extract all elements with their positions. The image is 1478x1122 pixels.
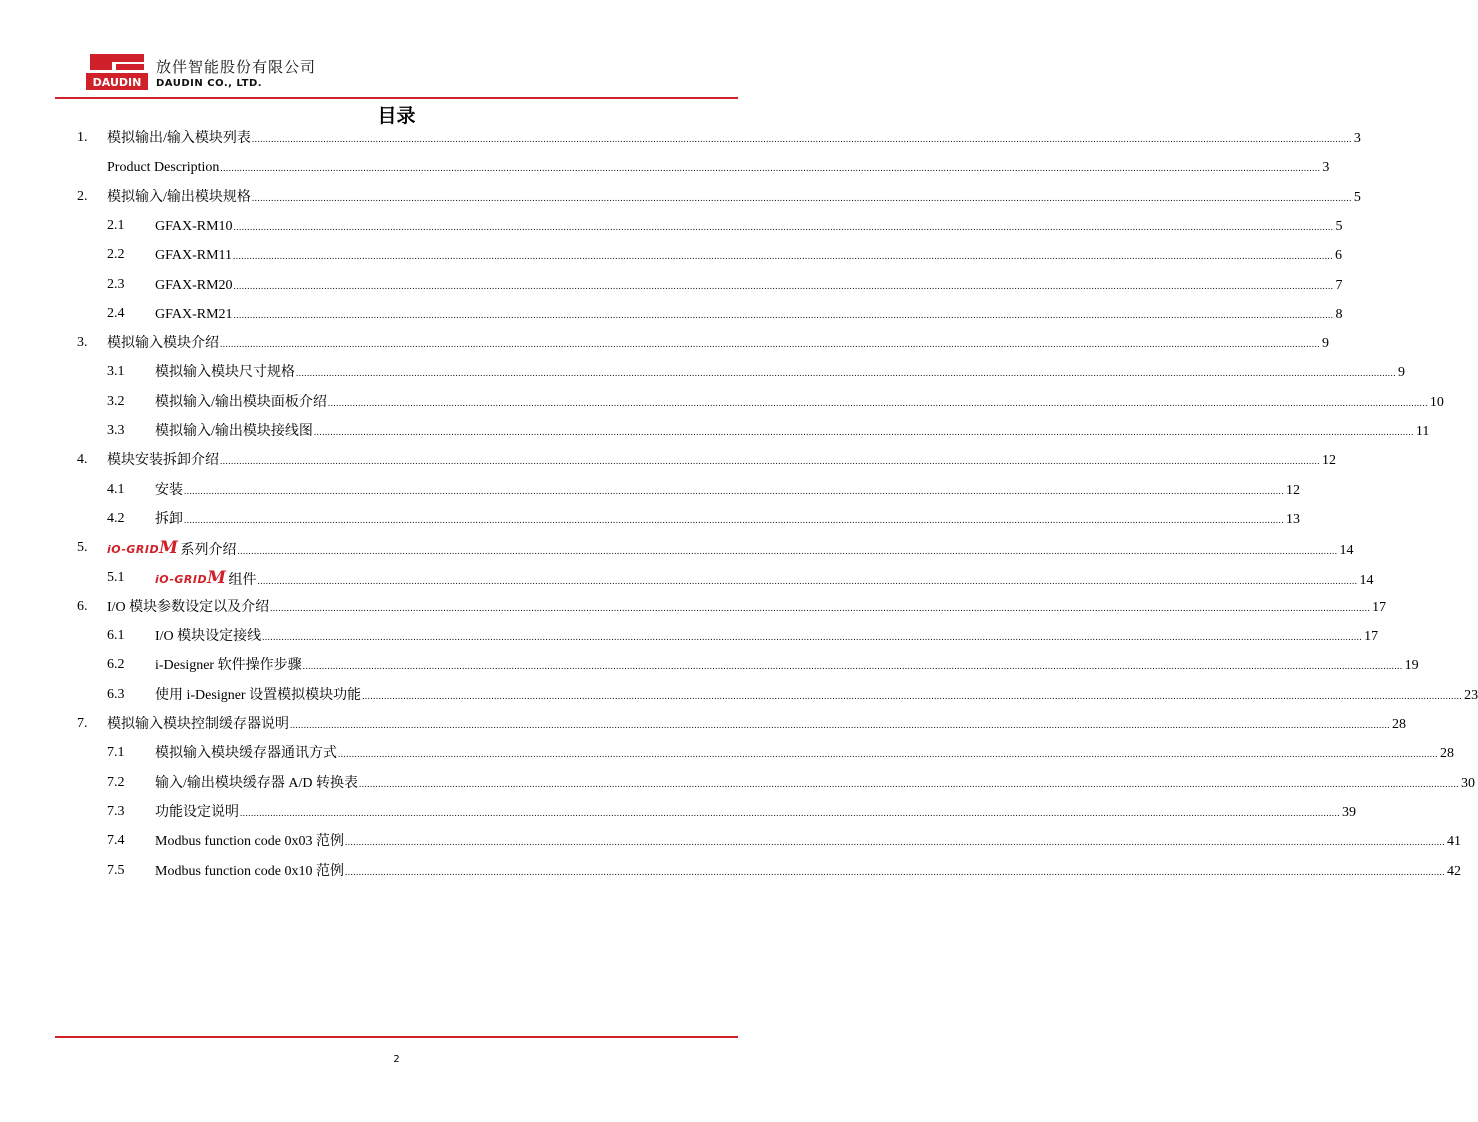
toc-entry-number: 2.1: [107, 217, 125, 233]
toc-entry-text: 模拟输入模块控制缓存器说明: [107, 717, 289, 732]
toc-leader-dots: ................................................................................................................................................................................................................................................................................................................................................................................................................: [184, 485, 1284, 496]
brand-text: iO-GRID: [155, 572, 208, 586]
toc-entry[interactable]: [0, 450, 1336, 470]
toc-entry[interactable]: [0, 831, 1461, 851]
toc-leader-dots: ................................................................................................................................................................................................................................................................................................................................................................................................................: [262, 632, 1363, 643]
toc-entry-label: [155, 510, 184, 530]
toc-entry[interactable]: [0, 685, 1478, 705]
company-name-cn: 放伴智能股份有限公司: [156, 58, 317, 76]
toc-entry-number: 2.: [77, 188, 88, 204]
toc-entry-page: 7: [1335, 277, 1343, 293]
toc-entry-page: 28: [1440, 746, 1454, 762]
toc-entry-text: 使用 i-Designer 设置模拟模块功能: [155, 687, 362, 703]
toc-entry-number: 6.2: [107, 657, 125, 673]
toc-leader-dots: ................................................................................................................................................................................................................................................................................................................................................................................................................: [184, 514, 1284, 525]
toc-entry-text: Product Description: [107, 160, 220, 176]
toc-entry[interactable]: [0, 567, 1374, 588]
toc-entry-label: [155, 568, 257, 591]
page-number: 2: [393, 1054, 400, 1065]
toc-entry-number: 6.: [77, 598, 88, 614]
toc-entry-text: 模拟输入/输出模块面板介绍: [155, 394, 327, 410]
toc-entry-text: 安装: [155, 482, 183, 498]
header-divider: [55, 97, 738, 99]
toc-entry-text: 模块安装拆卸介绍: [107, 453, 219, 469]
toc-entry-text: 模拟输入模块介绍: [107, 336, 219, 352]
toc-entry-label: [155, 393, 328, 413]
toc-entry[interactable]: [0, 304, 1343, 324]
toc-entry-number: 7.5: [107, 862, 125, 878]
toc-entry-label: [155, 481, 184, 501]
toc-entry[interactable]: [0, 509, 1300, 529]
toc-entry[interactable]: [0, 187, 1361, 207]
toc-entry-number: 7.: [77, 716, 88, 731]
toc-entry-number: 4.1: [107, 481, 125, 497]
toc-entry-number: 6.1: [107, 628, 125, 644]
toc-leader-dots: ................................................................................................................................................................................................................................................................................................................................................................................................................: [359, 778, 1459, 789]
toc-leader-dots: ................................................................................................................................................................................................................................................................................................................................................................................................................: [233, 251, 1334, 262]
toc-title: 目录: [377, 105, 416, 127]
toc-entry-label: [155, 363, 296, 383]
brand-m: M: [159, 538, 179, 559]
toc-entry-page: 17: [1372, 599, 1387, 615]
toc-entry-number: 3.2: [107, 393, 125, 409]
toc-entry[interactable]: [0, 421, 1430, 441]
toc-entry-text: 组件: [228, 572, 257, 588]
toc-entry-label: [107, 158, 220, 178]
toc-leader-dots: ................................................................................................................................................................................................................................................................................................................................................................................................................: [220, 456, 1320, 467]
brand-text: iO-GRID: [107, 543, 160, 557]
toc-entry[interactable]: [0, 157, 1330, 177]
toc-leader-dots: ................................................................................................................................................................................................................................................................................................................................................................................................................: [344, 866, 1445, 877]
toc-entry-page: 39: [1342, 804, 1356, 820]
toc-entry-page: 5: [1353, 189, 1361, 205]
toc-entry-label: [155, 774, 359, 794]
io-grid-m-brand-logo: [107, 538, 178, 560]
toc-entry[interactable]: [0, 626, 1379, 646]
toc-entry-page: 12: [1322, 453, 1336, 469]
toc-entry-page: 3: [1353, 131, 1361, 146]
toc-leader-dots: ................................................................................................................................................................................................................................................................................................................................................................................................................: [270, 602, 1371, 613]
toc-leader-dots: ................................................................................................................................................................................................................................................................................................................................................................................................................: [240, 807, 1340, 818]
toc-entry-number: 2.2: [107, 247, 125, 263]
toc-entry[interactable]: [0, 333, 1329, 353]
toc-entry-number: 3.1: [107, 364, 125, 380]
toc-leader-dots: ................................................................................................................................................................................................................................................................................................................................................................................................................: [237, 546, 1338, 557]
toc-entry-text: Modbus function code 0x10 范例: [155, 863, 344, 879]
toc-entry-number: 5.1: [107, 569, 125, 585]
toc-leader-dots: ................................................................................................................................................................................................................................................................................................................................................................................................................: [257, 575, 1358, 586]
toc-leader-dots: ................................................................................................................................................................................................................................................................................................................................................................................................................: [251, 192, 1352, 203]
toc-entry-text: 模拟输入模块尺寸规格: [155, 365, 295, 381]
toc-entry-number: 7.2: [107, 774, 125, 790]
toc-entry[interactable]: [0, 743, 1454, 763]
toc-entry-label: [155, 832, 345, 852]
toc-entry-text: 功能设定说明: [155, 804, 239, 820]
toc-leader-dots: ................................................................................................................................................................................................................................................................................................................................................................................................................: [296, 368, 1396, 379]
toc-entry-text: 模拟输入/输出模块接线图: [155, 424, 313, 439]
toc-entry-label: [107, 451, 220, 471]
toc-entry[interactable]: [0, 216, 1343, 236]
toc-entry-label: [155, 422, 314, 442]
io-grid-m-brand-logo: [155, 568, 226, 590]
toc-leader-dots: ................................................................................................................................................................................................................................................................................................................................................................................................................: [233, 309, 1334, 320]
toc-entry[interactable]: [0, 245, 1343, 265]
toc-leader-dots: ................................................................................................................................................................................................................................................................................................................................................................................................................: [338, 749, 1438, 760]
toc-entry-page: 19: [1404, 658, 1419, 674]
toc-leader-dots: ................................................................................................................................................................................................................................................................................................................................................................................................................: [233, 221, 1334, 232]
toc-entry-label: [107, 538, 237, 561]
toc-entry-label: [155, 656, 303, 676]
toc-entry-text: GFAX-RM20: [155, 277, 233, 293]
toc-entry-page: 41: [1446, 834, 1461, 850]
toc-entry[interactable]: [0, 362, 1405, 382]
toc-entry-page: 11: [1415, 424, 1430, 439]
daudin-logo: [86, 50, 148, 92]
toc-entry-number: 7.3: [107, 803, 125, 819]
footer-divider: [55, 1036, 738, 1038]
toc-entry-page: 5: [1335, 218, 1343, 234]
toc-entry-label: [155, 803, 240, 823]
toc-entry-page: 23: [1464, 687, 1478, 703]
toc-entry-number: 7.1: [107, 745, 125, 761]
toc-entry-text: 系列介绍: [180, 543, 237, 559]
toc-entry-label: [107, 334, 220, 354]
toc-entry-text: I/O 模块设定接线: [155, 629, 262, 645]
toc-entry[interactable]: [0, 480, 1300, 500]
toc-entry-page: 6: [1335, 248, 1343, 264]
toc-entry-label: [155, 217, 234, 237]
toc-entry-label: [155, 627, 262, 647]
toc-entry-page: 9: [1398, 365, 1405, 381]
toc-entry[interactable]: [0, 392, 1444, 412]
brand-m: M: [207, 567, 227, 588]
toc-leader-dots: ................................................................................................................................................................................................................................................................................................................................................................................................................: [251, 134, 1352, 144]
toc-entry-label: [107, 188, 252, 208]
toc-entry-number: 3.3: [107, 423, 125, 438]
toc-entry-page: 13: [1286, 511, 1300, 527]
toc-entry-label: [155, 862, 345, 882]
toc-entry[interactable]: [0, 773, 1475, 793]
toc-entry-label: [155, 305, 234, 325]
toc-entry-number: 6.3: [107, 686, 125, 702]
toc-entry-label: [155, 744, 338, 764]
toc-leader-dots: ................................................................................................................................................................................................................................................................................................................................................................................................................: [302, 661, 1403, 672]
toc-entry-label: [155, 686, 362, 706]
toc-entry-text: 模拟输入模块缓存器通讯方式: [155, 746, 337, 762]
toc-entry-text: Modbus function code 0x03 范例: [155, 834, 344, 850]
toc-entry[interactable]: [0, 802, 1356, 822]
toc-entry-page: 42: [1446, 863, 1461, 879]
page-header: [86, 46, 746, 98]
toc-entry[interactable]: [0, 597, 1387, 617]
toc-entry-number: 2.3: [107, 276, 125, 292]
toc-entry-text: i-Designer 软件操作步骤: [155, 658, 302, 674]
toc-entry-number: 5.: [77, 540, 88, 556]
toc-entry-number: 4.2: [107, 510, 125, 526]
toc-entry-label: [107, 598, 270, 618]
toc-entry-page: 28: [1392, 717, 1406, 732]
toc-entry-number: 2.4: [107, 305, 125, 321]
toc-entry[interactable]: [0, 128, 1361, 148]
toc-entry-text: 模拟输出/输入模块列表: [107, 131, 251, 146]
company-name-en: DAUDIN CO., LTD.: [156, 78, 263, 89]
toc-entry-text: 拆卸: [155, 511, 183, 527]
toc-entry-page: 3: [1322, 160, 1330, 176]
toc-entry-page: 10: [1429, 394, 1444, 410]
toc-entry-number: 4.: [77, 452, 88, 468]
toc-entry[interactable]: [0, 275, 1343, 295]
toc-entry-page: 9: [1322, 336, 1329, 352]
toc-entry-number: 7.4: [107, 833, 125, 849]
toc-entry-number: 3.: [77, 335, 88, 351]
toc-entry-page: 14: [1339, 543, 1354, 559]
toc-entry[interactable]: [0, 538, 1354, 559]
toc-entry-label: [155, 276, 234, 296]
toc-entry-page: 8: [1335, 306, 1343, 322]
toc-entry-text: 输入/输出模块缓存器 A/D 转换表: [155, 775, 358, 791]
toc-entry-label: [107, 129, 252, 149]
toc-entry-page: 30: [1461, 775, 1475, 791]
toc-leader-dots: ................................................................................................................................................................................................................................................................................................................................................................................................................: [233, 280, 1334, 291]
toc-entry[interactable]: [0, 714, 1406, 734]
toc-entry[interactable]: [0, 861, 1461, 881]
toc-entry-text: GFAX-RM21: [155, 306, 233, 322]
toc-leader-dots: ................................................................................................................................................................................................................................................................................................................................................................................................................: [220, 163, 1321, 174]
toc-entry-page: 17: [1364, 629, 1379, 645]
logo-text: DAUDIN: [92, 76, 142, 89]
toc-entry-text: GFAX-RM11: [155, 248, 233, 264]
toc-leader-dots: ................................................................................................................................................................................................................................................................................................................................................................................................................: [362, 690, 1463, 701]
toc-entry-label: [107, 715, 290, 735]
toc-leader-dots: ................................................................................................................................................................................................................................................................................................................................................................................................................: [313, 427, 1414, 437]
toc-leader-dots: ................................................................................................................................................................................................................................................................................................................................................................................................................: [290, 720, 1390, 730]
toc-leader-dots: ................................................................................................................................................................................................................................................................................................................................................................................................................: [327, 397, 1428, 408]
toc-entry-text: I/O 模块参数设定以及介绍: [107, 599, 270, 615]
toc-entry-number: 1.: [77, 130, 88, 145]
toc-entry-label: [155, 246, 233, 266]
toc-entry-page: 12: [1286, 482, 1300, 498]
toc-entry-text: 模拟输入/输出模块规格: [107, 189, 251, 205]
toc-leader-dots: ................................................................................................................................................................................................................................................................................................................................................................................................................: [344, 837, 1445, 848]
toc-entry-page: 14: [1359, 572, 1374, 588]
toc-entry-text: GFAX-RM10: [155, 218, 233, 234]
toc-entry[interactable]: [0, 655, 1419, 675]
toc-leader-dots: ................................................................................................................................................................................................................................................................................................................................................................................................................: [220, 339, 1320, 350]
